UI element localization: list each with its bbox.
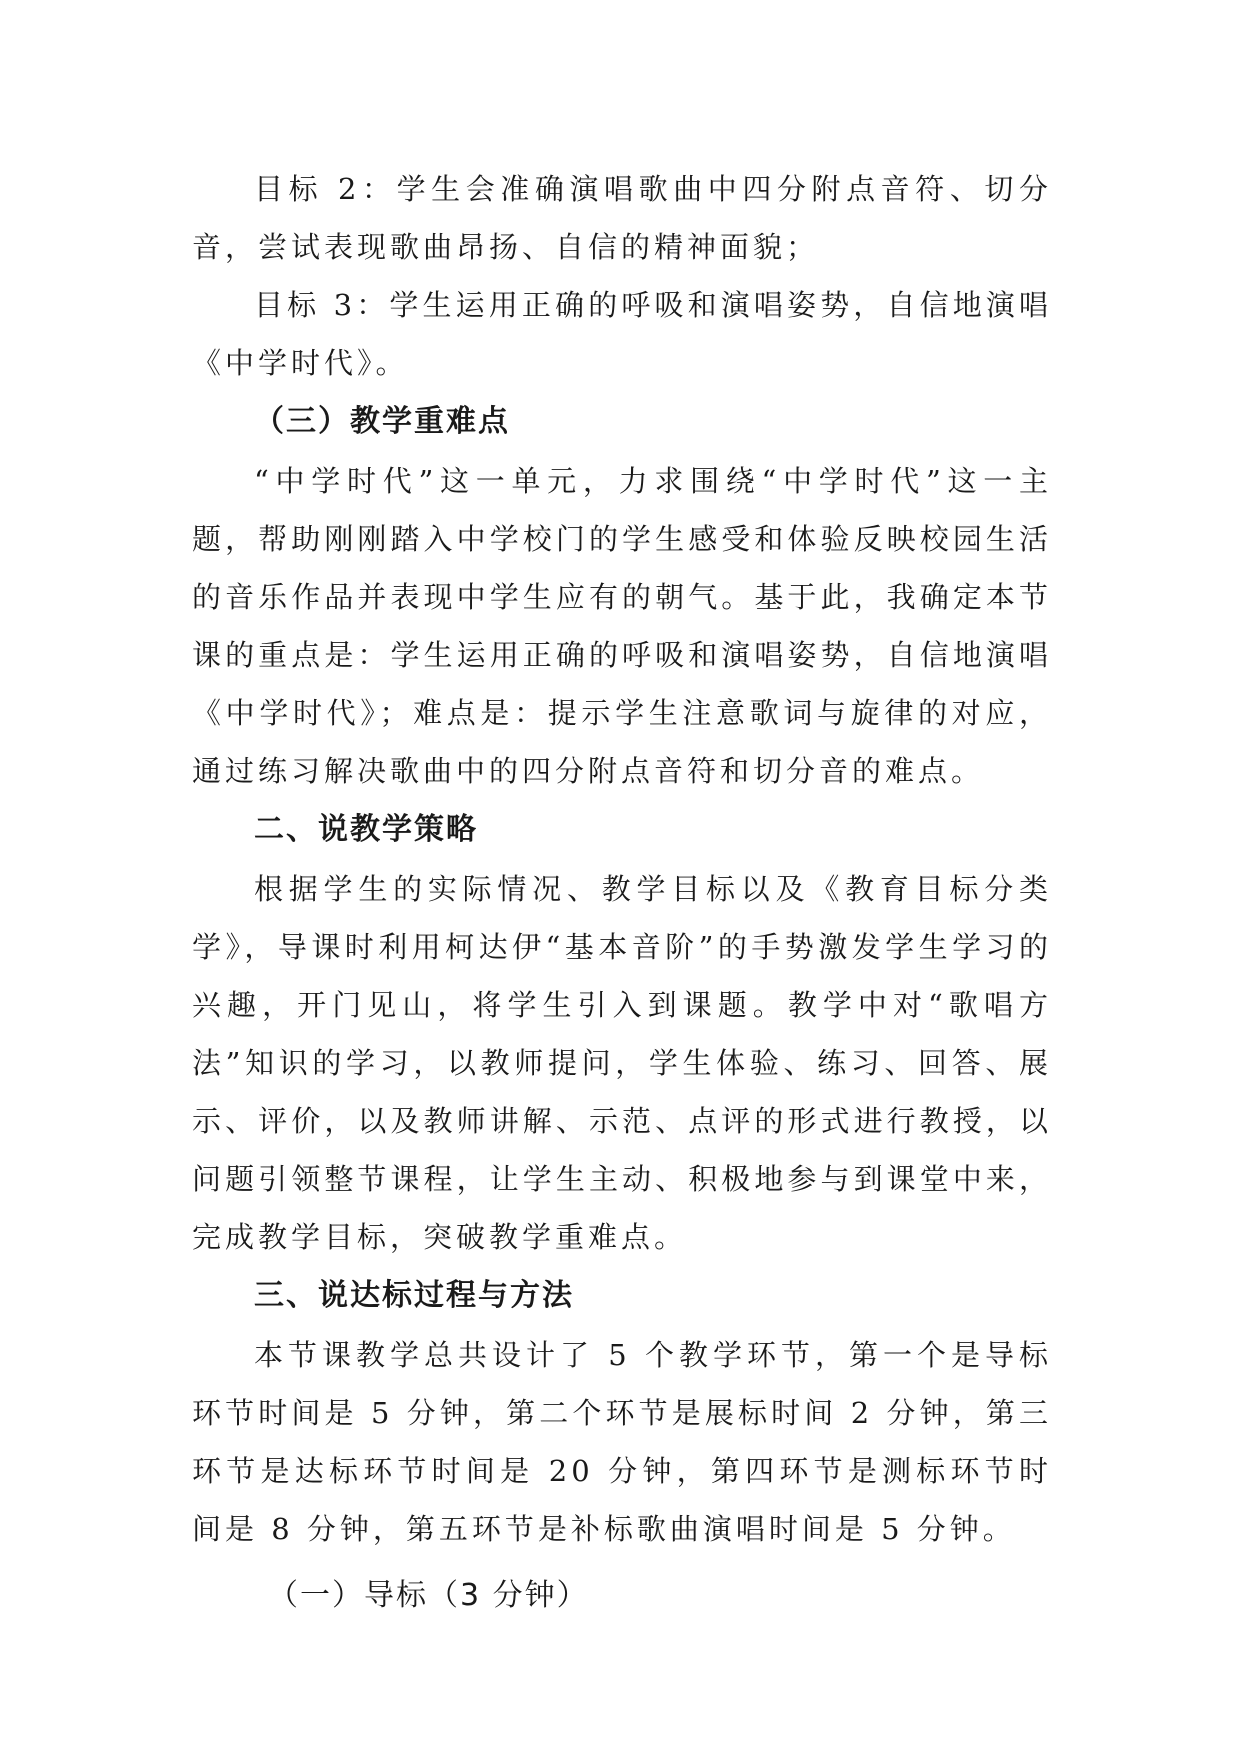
goal-3-paragraph: 目标 3：学生运用正确的呼吸和演唱姿势，自信地演唱《中学时代》。	[192, 288, 1052, 380]
part-2-body: 根据学生的实际情况、教学目标以及《教育目标分类学》，导课时利用柯达伊“基本音阶”的手势激发学生学习的兴趣，开门见山，将学生引入到课题。教学中对“歌唱方法”知识的学习，以教师提问，学生体验、练习、回答、展示、评价，以及教师讲解、示范、点评的形式进行教授，以问题引领整节课程，让学生主动、积极地参与到课堂中来，完成教学目标，突破教学重难点。	[192, 872, 1052, 1254]
section-3-body: “中学时代”这一单元，力求围绕“中学时代”这一主题，帮助刚刚踏入中学校门的学生感受和体验反映校园生活的音乐作品并表现中学生应有的朝气。基于此，我确定本节课的重点是：学生运用正确的呼吸和演唱姿势，自信地演唱《中学时代》；难点是：提示学生注意歌词与旋律的对应，通过练习解决歌曲中的四分附点音符和切分音的难点。	[192, 464, 1052, 788]
part-3-body: 本节课教学总共设计了 5 个教学环节，第一个是导标环节时间是 5 分钟，第二个环节是展标时间 2 分钟，第三环节是达标环节时间是 20 分钟，第四环节是测标环节时间是 8 分钟，第五环节是补标歌曲演唱时间是 5 分钟。	[192, 1338, 1052, 1546]
section-3-heading: （三）教学重难点	[254, 404, 510, 439]
part-2-heading: 二、说教学策略	[254, 812, 478, 847]
document-page	[192, 160, 1052, 1626]
subsection-1-heading: （一）导标（3 分钟）	[268, 1578, 589, 1613]
goal-2-paragraph: 目标 2：学生会准确演唱歌曲中四分附点音符、切分音，尝试表现歌曲昂扬、自信的精神面貌；	[192, 172, 1052, 264]
part-3-heading: 三、说达标过程与方法	[254, 1278, 574, 1313]
